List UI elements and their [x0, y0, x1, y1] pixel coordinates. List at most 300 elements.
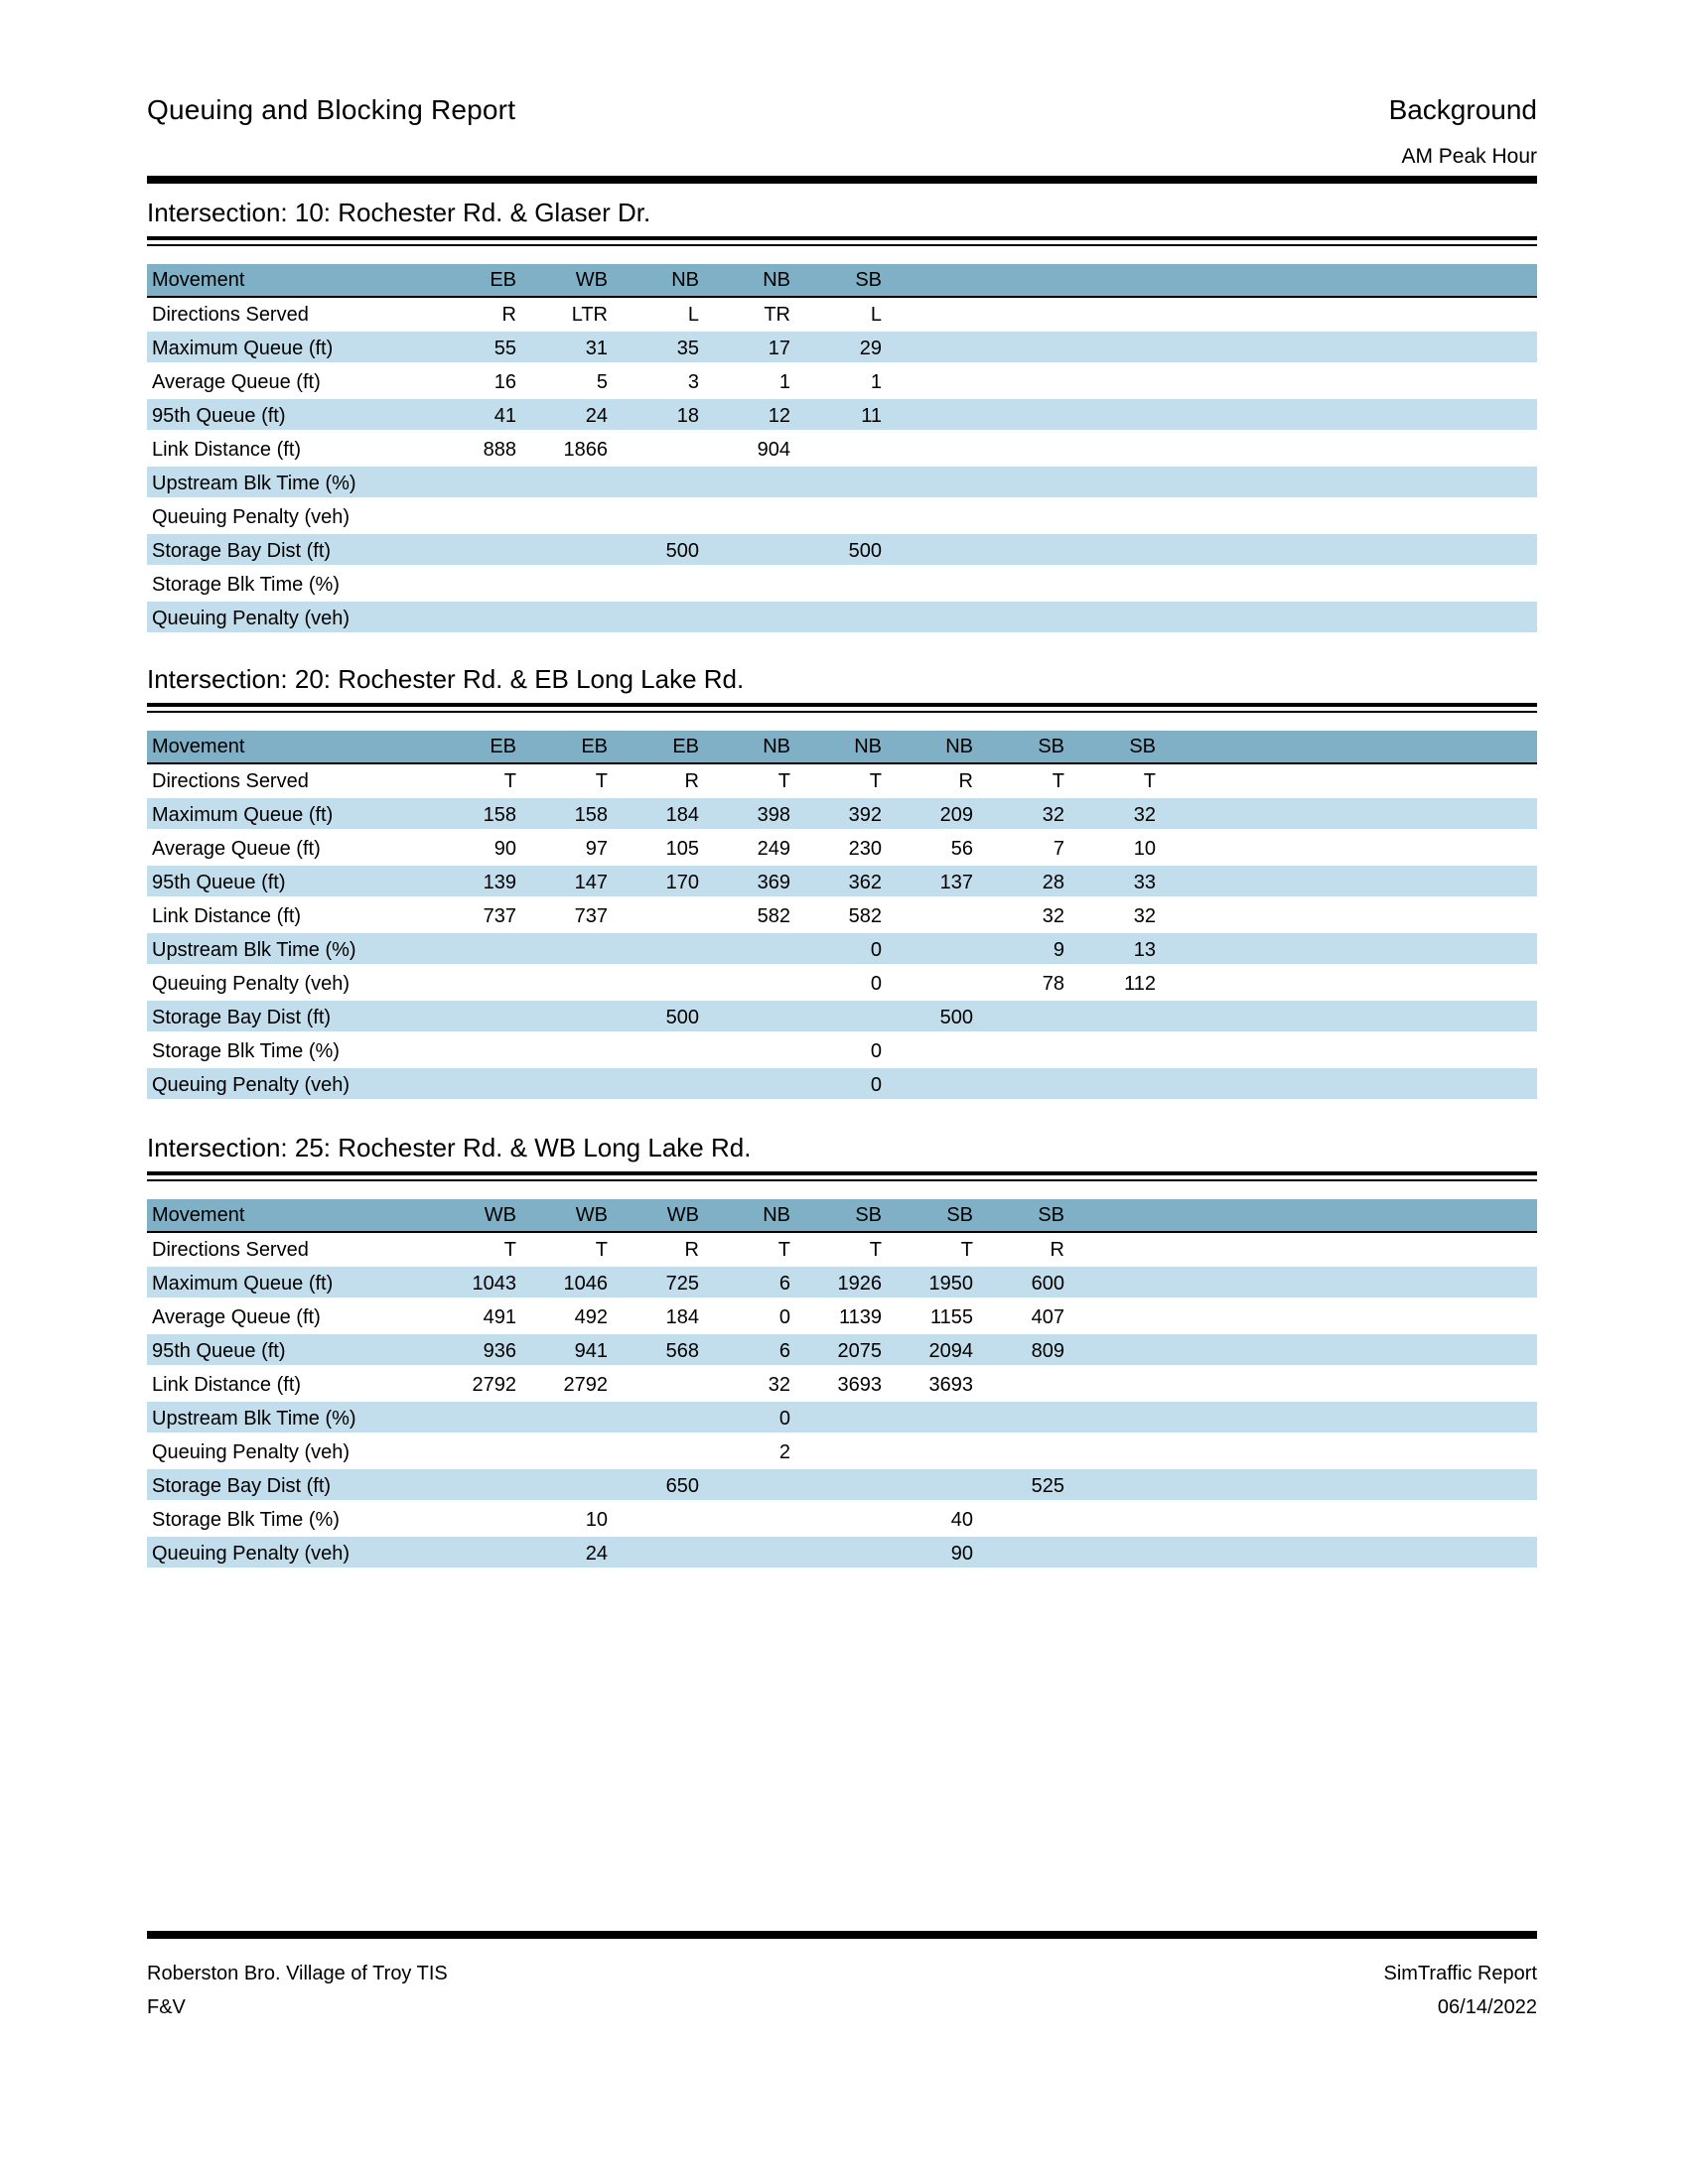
table-cell: 97: [585, 838, 608, 860]
table-cell: 16: [493, 371, 516, 393]
row-label: Storage Blk Time (%): [152, 574, 340, 596]
table-cell: [516, 967, 608, 1001]
row-label: Storage Bay Dist (ft): [152, 1475, 332, 1497]
row-label: Link Distance (ft): [152, 439, 302, 461]
table-cell: [882, 1435, 973, 1469]
table-cell: 582: [848, 905, 882, 927]
table-cell: 500: [665, 1007, 699, 1028]
table-cell: 112: [1124, 973, 1156, 995]
table-cell: 737: [574, 905, 608, 927]
row-label: Queuing Penalty (veh): [152, 1543, 351, 1565]
table-cell: 0: [870, 1040, 882, 1062]
table-cell: [425, 1001, 516, 1034]
table-cell: 9: [1053, 939, 1064, 961]
table-row: [147, 967, 1537, 1001]
column-header: WB: [575, 1204, 608, 1226]
table-cell: [790, 1402, 882, 1435]
table-cell: [516, 1402, 608, 1435]
row-label: Queuing Penalty (veh): [152, 1441, 351, 1463]
column-header: WB: [484, 1204, 516, 1226]
queue-table: [147, 264, 1537, 635]
table-cell: [516, 602, 608, 635]
column-header: NB: [763, 1204, 790, 1226]
table-row: [147, 399, 1537, 433]
table-cell: [608, 1402, 699, 1435]
table-cell: 369: [757, 872, 790, 893]
table-cell: 650: [665, 1475, 699, 1497]
table-cell: 1046: [563, 1273, 608, 1295]
table-row: [147, 933, 1537, 967]
table-cell: [516, 467, 608, 500]
table-cell: 1155: [929, 1306, 973, 1328]
table-cell: [790, 1435, 882, 1469]
row-label: Queuing Penalty (veh): [152, 608, 351, 629]
table-cell: R: [684, 770, 699, 792]
table-cell: 105: [665, 838, 699, 860]
table-cell: 90: [493, 838, 516, 860]
table-row: [147, 568, 1537, 602]
table-cell: [882, 1402, 973, 1435]
table-row: [147, 1503, 1537, 1537]
table-cell: [608, 500, 699, 534]
table-cell: [790, 433, 882, 467]
table-cell: 3693: [928, 1374, 973, 1396]
table-cell: L: [687, 304, 699, 326]
table-cell: 398: [757, 804, 790, 826]
table-cell: 809: [1031, 1340, 1064, 1362]
row-label: Directions Served: [152, 770, 309, 792]
table-cell: [699, 1034, 790, 1068]
section-heading: Intersection: 25: Rochester Rd. & WB Long Lake Rd.: [147, 1133, 752, 1162]
column-header: SB: [855, 1204, 882, 1226]
table-cell: [425, 534, 516, 568]
table-cell: 492: [574, 1306, 608, 1328]
table-cell: 2094: [928, 1340, 973, 1362]
table-row: [147, 500, 1537, 534]
row-label: Directions Served: [152, 1239, 309, 1261]
footer-project-line: Roberston Bro. Village of Troy TIS: [147, 1963, 448, 1984]
table-cell: 904: [757, 439, 790, 461]
table-cell: [608, 1503, 699, 1537]
row-label: Queuing Penalty (veh): [152, 973, 351, 995]
table-cell: [699, 1537, 790, 1570]
intersection-section: [147, 1132, 1537, 1570]
table-cell: 1: [778, 371, 790, 393]
footer-rule: [147, 1931, 1537, 1939]
peak-hour-label: AM Peak Hour: [1401, 145, 1537, 168]
table-cell: T: [777, 1239, 790, 1261]
table-cell: 33: [1133, 872, 1156, 893]
column-header: NB: [763, 269, 790, 291]
scenario-label: Background: [1388, 94, 1537, 125]
table-cell: [425, 1469, 516, 1503]
table-cell: 249: [757, 838, 790, 860]
row-label: 95th Queue (ft): [152, 405, 286, 427]
row-label: Maximum Queue (ft): [152, 804, 334, 826]
table-row: [147, 1034, 1537, 1068]
table-cell: LTR: [571, 304, 608, 326]
table-cell: [790, 568, 882, 602]
table-cell: 568: [665, 1340, 699, 1362]
table-cell: 18: [676, 405, 699, 427]
table-cell: [699, 467, 790, 500]
table-cell: [425, 1068, 516, 1102]
table-cell: 491: [483, 1306, 516, 1328]
table-cell: [790, 1503, 882, 1537]
table-row: [147, 602, 1537, 635]
table-cell: [608, 1368, 699, 1402]
table-cell: [425, 1034, 516, 1068]
movement-header-label: Movement: [152, 269, 245, 291]
table-cell: 1: [870, 371, 882, 393]
table-cell: [425, 602, 516, 635]
table-cell: [425, 1402, 516, 1435]
row-label: Average Queue (ft): [152, 1306, 321, 1328]
table-cell: [516, 1435, 608, 1469]
table-cell: 1950: [928, 1273, 973, 1295]
table-cell: 32: [768, 1374, 790, 1396]
table-cell: 7: [1053, 838, 1064, 860]
table-cell: [425, 500, 516, 534]
table-cell: 137: [939, 872, 973, 893]
table-cell: [790, 500, 882, 534]
column-header: SB: [946, 1204, 973, 1226]
table-cell: [699, 534, 790, 568]
table-cell: [425, 967, 516, 1001]
table-cell: [425, 1435, 516, 1469]
table-cell: 56: [950, 838, 973, 860]
table-cell: 525: [1031, 1475, 1064, 1497]
movement-header-label: Movement: [152, 1204, 245, 1226]
table-cell: [699, 602, 790, 635]
table-cell: T: [503, 770, 516, 792]
table-cell: T: [869, 1239, 882, 1261]
table-row: [147, 1267, 1537, 1300]
table-cell: [425, 467, 516, 500]
column-header: SB: [1129, 736, 1156, 757]
table-cell: T: [777, 770, 790, 792]
table-cell: 6: [778, 1273, 790, 1295]
table-row: [147, 1334, 1537, 1368]
table-cell: 24: [585, 1543, 608, 1565]
table-cell: [973, 1435, 1064, 1469]
footer-firm-line: F&V: [147, 1996, 186, 2018]
table-cell: 35: [676, 338, 699, 359]
row-label: Storage Blk Time (%): [152, 1040, 340, 1062]
table-cell: 158: [483, 804, 516, 826]
table-row: [147, 899, 1537, 933]
table-row: [147, 1300, 1537, 1334]
table-row: [147, 866, 1537, 899]
table-cell: 500: [848, 540, 882, 562]
table-cell: 55: [493, 338, 516, 359]
table-cell: 13: [1133, 939, 1156, 961]
table-cell: [882, 1034, 973, 1068]
table-cell: [790, 1537, 882, 1570]
table-row: [147, 1001, 1537, 1034]
table-cell: [790, 1001, 882, 1034]
table-cell: [425, 1537, 516, 1570]
table-cell: [973, 1402, 1064, 1435]
table-cell: [790, 1469, 882, 1503]
row-label: Queuing Penalty (veh): [152, 506, 351, 528]
table-cell: 0: [870, 973, 882, 995]
table-cell: [882, 933, 973, 967]
table-cell: 888: [483, 439, 516, 461]
table-cell: [516, 1469, 608, 1503]
table-cell: 941: [574, 1340, 608, 1362]
queue-table: [147, 731, 1537, 1102]
table-row: [147, 1435, 1537, 1469]
table-cell: 40: [950, 1509, 973, 1531]
heading-rule: [147, 236, 1537, 246]
table-row: [147, 1469, 1537, 1503]
table-cell: [699, 1001, 790, 1034]
header-rule: [147, 176, 1537, 184]
table-cell: [699, 933, 790, 967]
table-cell: R: [501, 304, 516, 326]
table-cell: 158: [574, 804, 608, 826]
table-cell: 1926: [837, 1273, 882, 1295]
table-row: [147, 332, 1537, 365]
table-cell: [608, 1068, 699, 1102]
table-cell: 600: [1031, 1273, 1064, 1295]
column-header: SB: [1038, 736, 1064, 757]
column-header: NB: [854, 736, 882, 757]
table-cell: 24: [585, 405, 608, 427]
table-cell: 28: [1042, 872, 1064, 893]
table-cell: 2792: [472, 1374, 516, 1396]
table-cell: T: [960, 1239, 973, 1261]
table-cell: [608, 1537, 699, 1570]
table-cell: [1064, 1001, 1156, 1034]
table-row: [147, 1068, 1537, 1102]
table-cell: [608, 433, 699, 467]
table-cell: 725: [665, 1273, 699, 1295]
table-cell: 0: [778, 1306, 790, 1328]
table-cell: [973, 1034, 1064, 1068]
table-row: [147, 433, 1537, 467]
table-cell: 936: [483, 1340, 516, 1362]
table-cell: [699, 500, 790, 534]
row-label: Average Queue (ft): [152, 371, 321, 393]
intersection-section: [147, 663, 1537, 1102]
heading-rule: [147, 703, 1537, 713]
table-cell: 0: [778, 1408, 790, 1430]
row-label: Link Distance (ft): [152, 1374, 302, 1396]
table-cell: [608, 467, 699, 500]
row-label: Queuing Penalty (veh): [152, 1074, 351, 1096]
table-row: [147, 798, 1537, 832]
table-cell: 2: [778, 1441, 790, 1463]
table-cell: [790, 602, 882, 635]
table-cell: 29: [859, 338, 882, 359]
table-cell: [699, 1068, 790, 1102]
table-cell: 78: [1042, 973, 1064, 995]
table-cell: [608, 933, 699, 967]
table-cell: [1064, 1068, 1156, 1102]
table-cell: [608, 1435, 699, 1469]
table-cell: [516, 1034, 608, 1068]
row-label: Directions Served: [152, 304, 309, 326]
table-cell: 32: [1042, 905, 1064, 927]
table-cell: [608, 1034, 699, 1068]
table-cell: 139: [483, 872, 516, 893]
table-cell: [973, 1537, 1064, 1570]
table-cell: [516, 1068, 608, 1102]
table-row: [147, 1233, 1537, 1267]
table-cell: [516, 933, 608, 967]
row-label: Storage Blk Time (%): [152, 1509, 340, 1531]
table-cell: 41: [493, 405, 516, 427]
table-cell: 0: [870, 939, 882, 961]
table-cell: 407: [1031, 1306, 1064, 1328]
table-cell: T: [503, 1239, 516, 1261]
row-label: 95th Queue (ft): [152, 872, 286, 893]
table-cell: [608, 967, 699, 1001]
table-cell: 737: [483, 905, 516, 927]
column-header: EB: [490, 736, 516, 757]
table-cell: L: [870, 304, 882, 326]
row-label: 95th Queue (ft): [152, 1340, 286, 1362]
table-cell: 31: [585, 338, 608, 359]
movement-header-label: Movement: [152, 736, 245, 757]
table-cell: T: [1052, 770, 1064, 792]
table-cell: 1139: [838, 1306, 882, 1328]
table-cell: [882, 1469, 973, 1503]
table-cell: T: [595, 1239, 608, 1261]
table-cell: 10: [1133, 838, 1156, 860]
table-cell: 362: [848, 872, 882, 893]
table-cell: 392: [848, 804, 882, 826]
footer-right: [1384, 1957, 1537, 2024]
table-cell: T: [1143, 770, 1156, 792]
table-cell: R: [684, 1239, 699, 1261]
table-cell: 32: [1042, 804, 1064, 826]
section-heading: Intersection: 10: Rochester Rd. & Glaser Dr.: [147, 198, 651, 227]
row-label: Storage Bay Dist (ft): [152, 1007, 332, 1028]
footer-date: 06/14/2022: [1437, 1996, 1537, 2018]
table-row: [147, 1537, 1537, 1570]
column-header: WB: [575, 269, 608, 291]
table-cell: 6: [778, 1340, 790, 1362]
table-cell: 3: [687, 371, 699, 393]
table-cell: 2792: [563, 1374, 608, 1396]
table-cell: 1043: [472, 1273, 516, 1295]
table-cell: 147: [574, 872, 608, 893]
table-cell: 230: [848, 838, 882, 860]
table-cell: [699, 967, 790, 1001]
table-cell: T: [869, 770, 882, 792]
column-header: NB: [763, 736, 790, 757]
column-header: NB: [945, 736, 973, 757]
column-header: EB: [672, 736, 699, 757]
movement-header-row: [147, 731, 1537, 764]
table-cell: [425, 568, 516, 602]
table-cell: 209: [939, 804, 973, 826]
table-cell: 5: [596, 371, 608, 393]
table-cell: [608, 568, 699, 602]
table-cell: 170: [665, 872, 699, 893]
table-cell: 1866: [563, 439, 608, 461]
table-row: [147, 467, 1537, 500]
table-cell: 12: [768, 405, 790, 427]
table-cell: 90: [950, 1543, 973, 1565]
movement-header-row: [147, 264, 1537, 298]
table-row: [147, 365, 1537, 399]
row-label: Upstream Blk Time (%): [152, 939, 356, 961]
table-cell: 32: [1133, 804, 1156, 826]
table-cell: [425, 933, 516, 967]
table-row: [147, 1368, 1537, 1402]
table-cell: 184: [665, 804, 699, 826]
table-cell: 0: [870, 1074, 882, 1096]
row-label: Storage Bay Dist (ft): [152, 540, 332, 562]
table-cell: [790, 467, 882, 500]
column-header: NB: [671, 269, 699, 291]
table-cell: [516, 500, 608, 534]
table-cell: [1064, 1034, 1156, 1068]
table-cell: [516, 568, 608, 602]
table-cell: 500: [665, 540, 699, 562]
table-cell: 10: [585, 1509, 608, 1531]
table-row: [147, 534, 1537, 568]
row-label: Upstream Blk Time (%): [152, 1408, 356, 1430]
table-row: [147, 298, 1537, 332]
row-label: Maximum Queue (ft): [152, 338, 334, 359]
row-label: Maximum Queue (ft): [152, 1273, 334, 1295]
table-cell: 184: [665, 1306, 699, 1328]
table-cell: [699, 1503, 790, 1537]
table-cell: 500: [939, 1007, 973, 1028]
table-cell: [882, 967, 973, 1001]
table-cell: [516, 534, 608, 568]
table-cell: [973, 1001, 1064, 1034]
queue-table: [147, 1199, 1537, 1570]
table-cell: [882, 899, 973, 933]
table-row: [147, 832, 1537, 866]
footer-report-type: SimTraffic Report: [1383, 1963, 1537, 1984]
row-label: Average Queue (ft): [152, 838, 321, 860]
column-header: SB: [855, 269, 882, 291]
movement-header-row: [147, 1199, 1537, 1233]
heading-rule: [147, 1171, 1537, 1181]
table-cell: R: [958, 770, 973, 792]
table-cell: 17: [768, 338, 790, 359]
table-cell: [882, 1068, 973, 1102]
section-heading: Intersection: 20: Rochester Rd. & EB Long Lake Rd.: [147, 664, 745, 694]
table-cell: [516, 1001, 608, 1034]
table-cell: 3693: [837, 1374, 882, 1396]
table-cell: 582: [757, 905, 790, 927]
column-header: SB: [1038, 1204, 1064, 1226]
table-cell: 2075: [837, 1340, 882, 1362]
table-row: [147, 1402, 1537, 1435]
table-cell: [973, 1503, 1064, 1537]
table-cell: [699, 1469, 790, 1503]
table-cell: [608, 899, 699, 933]
report-title: Queuing and Blocking Report: [147, 94, 516, 125]
table-cell: TR: [764, 304, 790, 326]
table-cell: [699, 568, 790, 602]
column-header: EB: [581, 736, 608, 757]
table-cell: 11: [861, 405, 882, 427]
table-row: [147, 764, 1537, 798]
intersection-section: [147, 197, 1537, 635]
column-header: WB: [666, 1204, 699, 1226]
table-cell: [973, 1068, 1064, 1102]
footer-left: [147, 1957, 448, 2024]
